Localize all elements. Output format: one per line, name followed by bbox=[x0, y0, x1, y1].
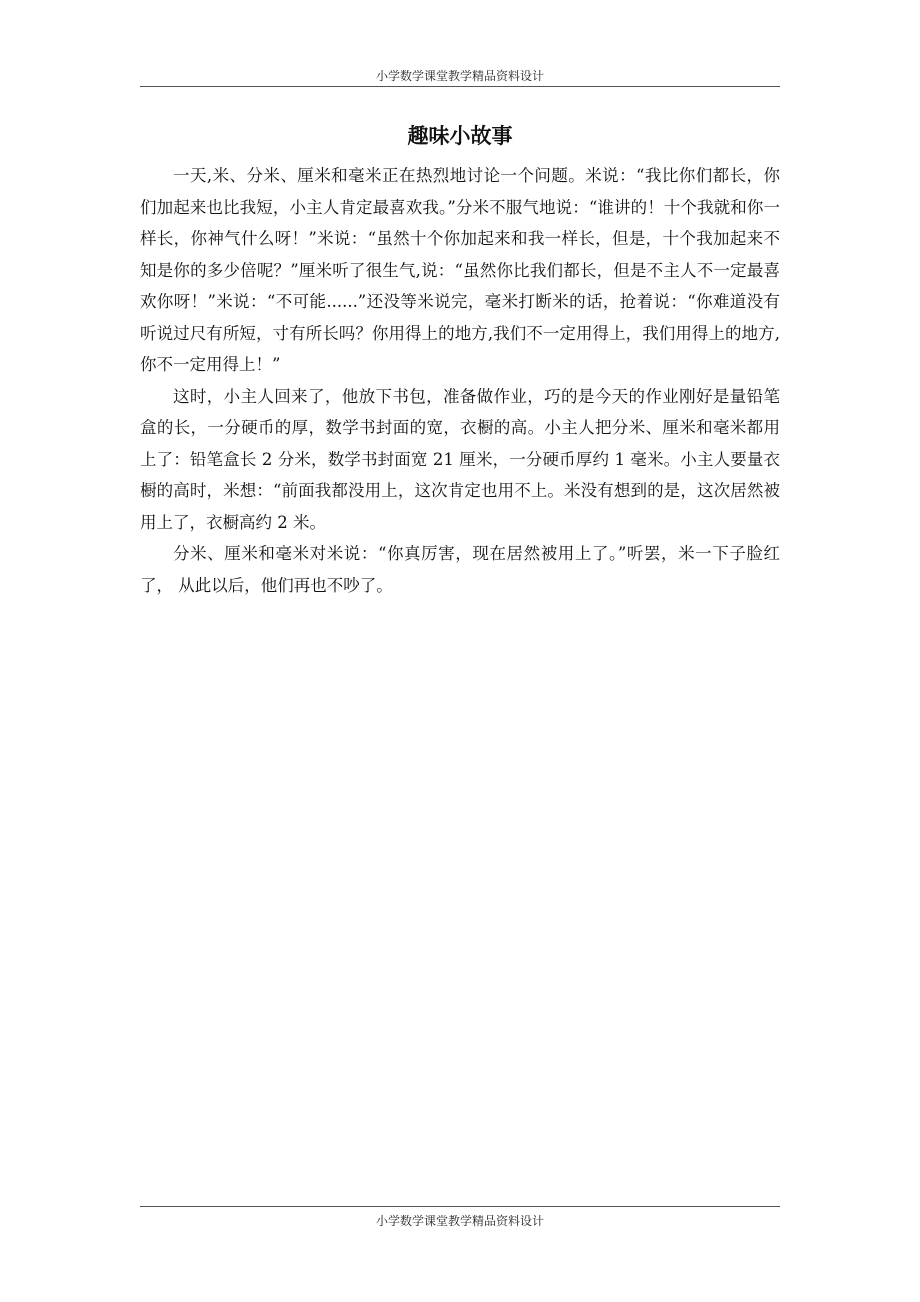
paragraph-1: 一天,米、分米、厘米和毫米正在热烈地讨论一个问题。米说：“我比你们都长，你们加起来也比我短，小主人肯定最喜欢我。”分米不服气地说：“谁讲的！十个我就和你一样长，你神气什么呀！”米说：“虽然十个你加起来和我一样长，但是，十个我加起来不知是你的多少倍呢？”厘米听了很生气,说：“虽然你比我们都长，但是不主人不一定最喜欢你呀！”米说：“不可能......”还没等米说完，毫米打断米的话，抢着说：“你难道没有听说过尺有所短，寸有所长吗？你用得上的地方,我们不一定用得上，我们用得上的地方,你不一定用得上！” bbox=[140, 166, 780, 374]
page-footer: 小学数学课堂教学精品资料设计 bbox=[375, 1214, 544, 1228]
footer-divider bbox=[140, 1206, 780, 1207]
page-header: 小学数学课堂教学精品资料设计 bbox=[375, 69, 544, 83]
header-divider bbox=[140, 86, 780, 87]
paragraph-2: 这时，小主人回来了，他放下书包，准备做作业，巧的是今天的作业刚好是量铅笔盒的长，一分硬币的厚，数学书封面的宽，衣橱的高。小主人把分米、厘米和毫米都用上了：铅笔盒长 2 分米，数学书封面宽 21 厘米，一分硬币厚约 1 毫米。小主人要量衣橱的高时，米想：“前面我都没用上，这次肯定也用不上。米没有想到的是，这次居然被用上了，衣橱高约 2 米。 bbox=[140, 386, 780, 532]
story-title: 趣味小故事 bbox=[407, 124, 513, 148]
story-body bbox=[140, 160, 780, 601]
paragraph-3: 分米、厘米和毫米对米说：“你真厉害，现在居然被用上了。”听罢，米一下子脸红了， 从此以后，他们再也不吵了。 bbox=[140, 544, 780, 595]
